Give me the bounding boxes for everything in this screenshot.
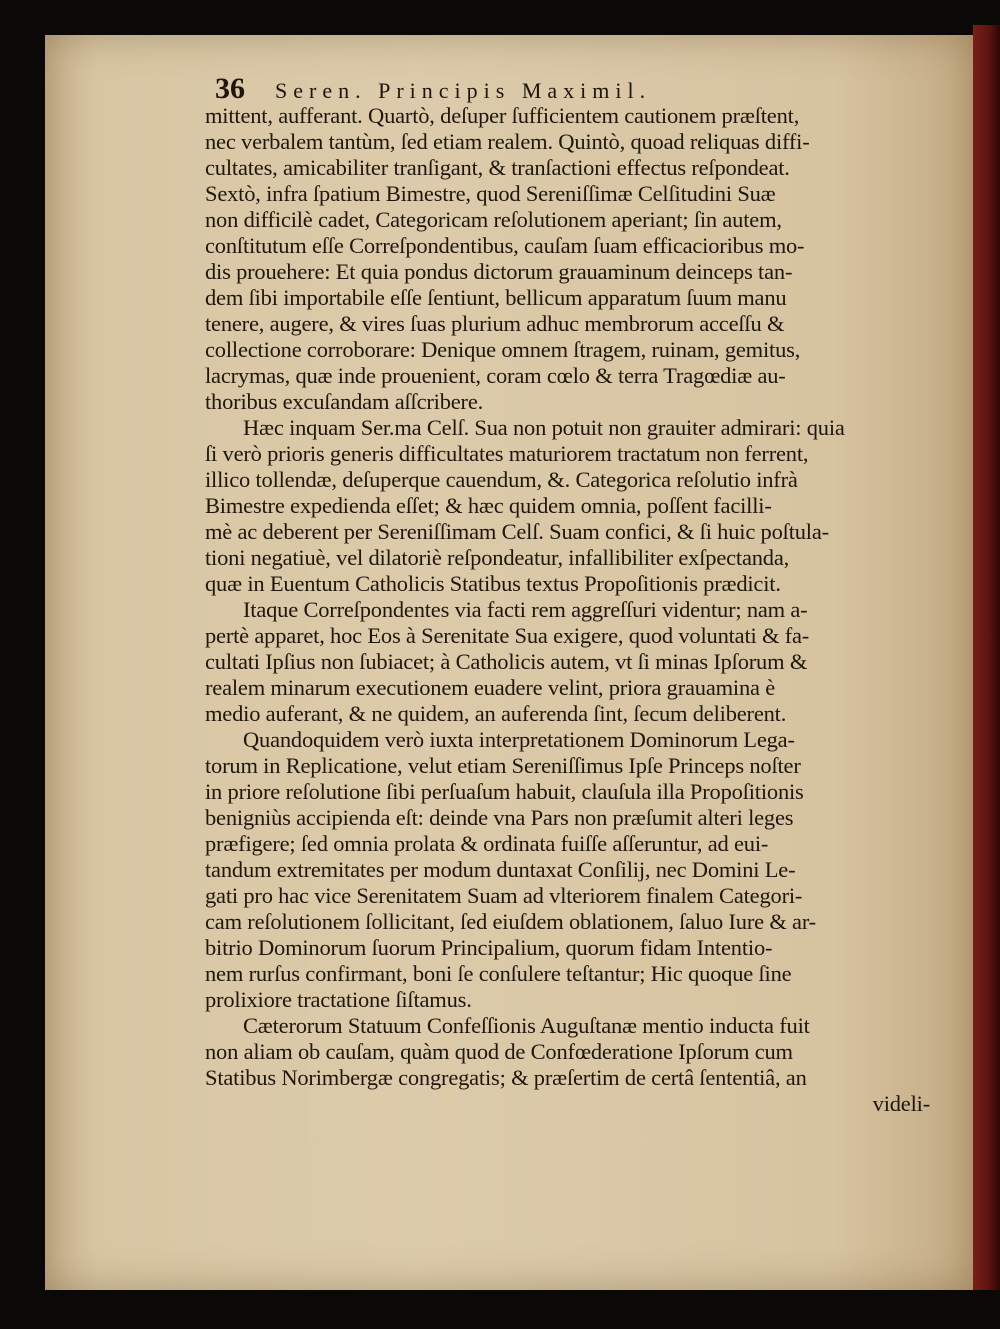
text-line: realem minarum executionem euadere velint, priora grauamina è xyxy=(205,675,776,700)
text-line: lacrymas, quæ inde prouenient, coram cœlo & terra Tragœdiæ au- xyxy=(205,363,786,388)
text-line: collectione corroborare: Denique omnem ſtragem, ruinam, gemitus, xyxy=(205,337,801,362)
text-line: præfigere; ſed omnia prolata & ordinata fuiſſe aſſeruntur, ad eui- xyxy=(205,831,769,856)
running-title: Seren. Principis Maximil. xyxy=(275,78,652,103)
text-line: Hæc inquam Ser.ma Celſ. Sua non potuit non grauiter admirari: quia xyxy=(243,415,845,440)
text-line: quæ in Euentum Catholicis Statibus textus Propoſitionis prædicit. xyxy=(205,571,781,596)
text-line: bitrio Dominorum ſuorum Principalium, quorum fidam Intentio- xyxy=(205,935,773,960)
text-line: prolixiore tractatione ſiſtamus. xyxy=(205,987,472,1012)
body-text xyxy=(205,103,930,1117)
text-line: thoribus excuſandam aſſcribere. xyxy=(205,389,484,414)
text-line: gati pro hac vice Serenitatem Suam ad vlteriorem finalem Categori- xyxy=(205,883,803,908)
text-line: dem ſibi importabile eſſe ſentiunt, bellicum apparatum ſuum manu xyxy=(205,285,787,310)
text-line: Cæterorum Statuum Confeſſionis Auguſtanæ mentio inducta fuit xyxy=(243,1013,810,1038)
text-line: benigniùs accipienda eſt: deinde vna Pars non præſumit alteri leges xyxy=(205,805,794,830)
text-line: dis prouehere: Et quia pondus dictorum grauaminum deinceps tan- xyxy=(205,259,793,284)
catchword: videli- xyxy=(872,1091,930,1116)
page-number: 36 xyxy=(215,72,245,105)
text-line: Itaque Correſpondentes via facti rem aggreſſuri videntur; nam a- xyxy=(243,597,808,622)
text-line: pertè apparet, hoc Eos à Serenitate Sua exigere, quod voluntati & fa- xyxy=(205,623,810,648)
text-line: non aliam ob cauſam, quàm quod de Confœderatione Ipſorum cum xyxy=(205,1039,793,1064)
text-line: Bimestre expedienda eſſet; & hæc quidem omnia, poſſent facilli- xyxy=(205,493,772,518)
text-line: Statibus Norimbergæ congregatis; & præſertim de certâ ſententiâ, an xyxy=(205,1065,807,1090)
text-line: tioni negatiuè, vel dilatoriè reſpondeatur, infallibiliter exſpectanda, xyxy=(205,545,790,570)
text-line: tenere, augere, & vires ſuas plurium adhuc membrorum acceſſu & xyxy=(205,311,785,336)
text-line: mè ac deberent per Sereniſſimam Celſ. Suam confici, & ſi huic poſtula- xyxy=(205,519,829,544)
text-line: mittent, aufferant. Quartò, deſuper ſufficientem cautionem præſtent, xyxy=(205,103,800,128)
text-line: illico tollendæ, deſuperque cauendum, &. Categorica reſolutio infrà xyxy=(205,467,798,492)
text-line: nec verbalem tantùm, ſed etiam realem. Quintò, quoad reliquas diffi- xyxy=(205,129,810,154)
book-spine-edge xyxy=(973,25,1000,1290)
text-line: cultates, amicabiliter tranſigant, & tranſactioni effectus reſpondeat. xyxy=(205,155,790,180)
text-line: torum in Replicatione, velut etiam Sereniſſimus Ipſe Princeps noſter xyxy=(205,753,801,778)
text-line: medio auferant, & ne quidem, an auferenda ſint, ſecum deliberent. xyxy=(205,701,787,726)
text-line: Sextò, infra ſpatium Bimestre, quod Sereniſſimæ Celſitudini Suæ xyxy=(205,181,776,206)
text-line: Quandoquidem verò iuxta interpretationem Dominorum Lega- xyxy=(243,727,795,752)
text-line: tandum extremitates per modum duntaxat Conſilij, nec Domini Le- xyxy=(205,857,796,882)
text-line: nem rurſus confirmant, boni ſe conſulere teſtantur; Hic quoque ſine xyxy=(205,961,792,986)
text-line: cultati Ipſius non ſubiacet; à Catholicis autem, vt ſi minas Ipſorum & xyxy=(205,649,808,674)
running-head xyxy=(215,72,935,106)
text-line: cam reſolutionem ſollicitant, ſed eiuſdem oblationem, ſaluo Iure & ar- xyxy=(205,909,816,934)
text-line: in priore reſolutione ſibi perſuaſum habuit, clauſula illa Propoſitionis xyxy=(205,779,804,804)
text-line: ſi verò prioris generis difficultates maturiorem tractatum non ferrent, xyxy=(205,441,809,466)
text-line: conſtitutum eſſe Correſpondentibus, cauſam ſuam efficacioribus mo- xyxy=(205,233,805,258)
text-line: non difficilè cadet, Categoricam reſolutionem aperiant; ſin autem, xyxy=(205,207,782,232)
